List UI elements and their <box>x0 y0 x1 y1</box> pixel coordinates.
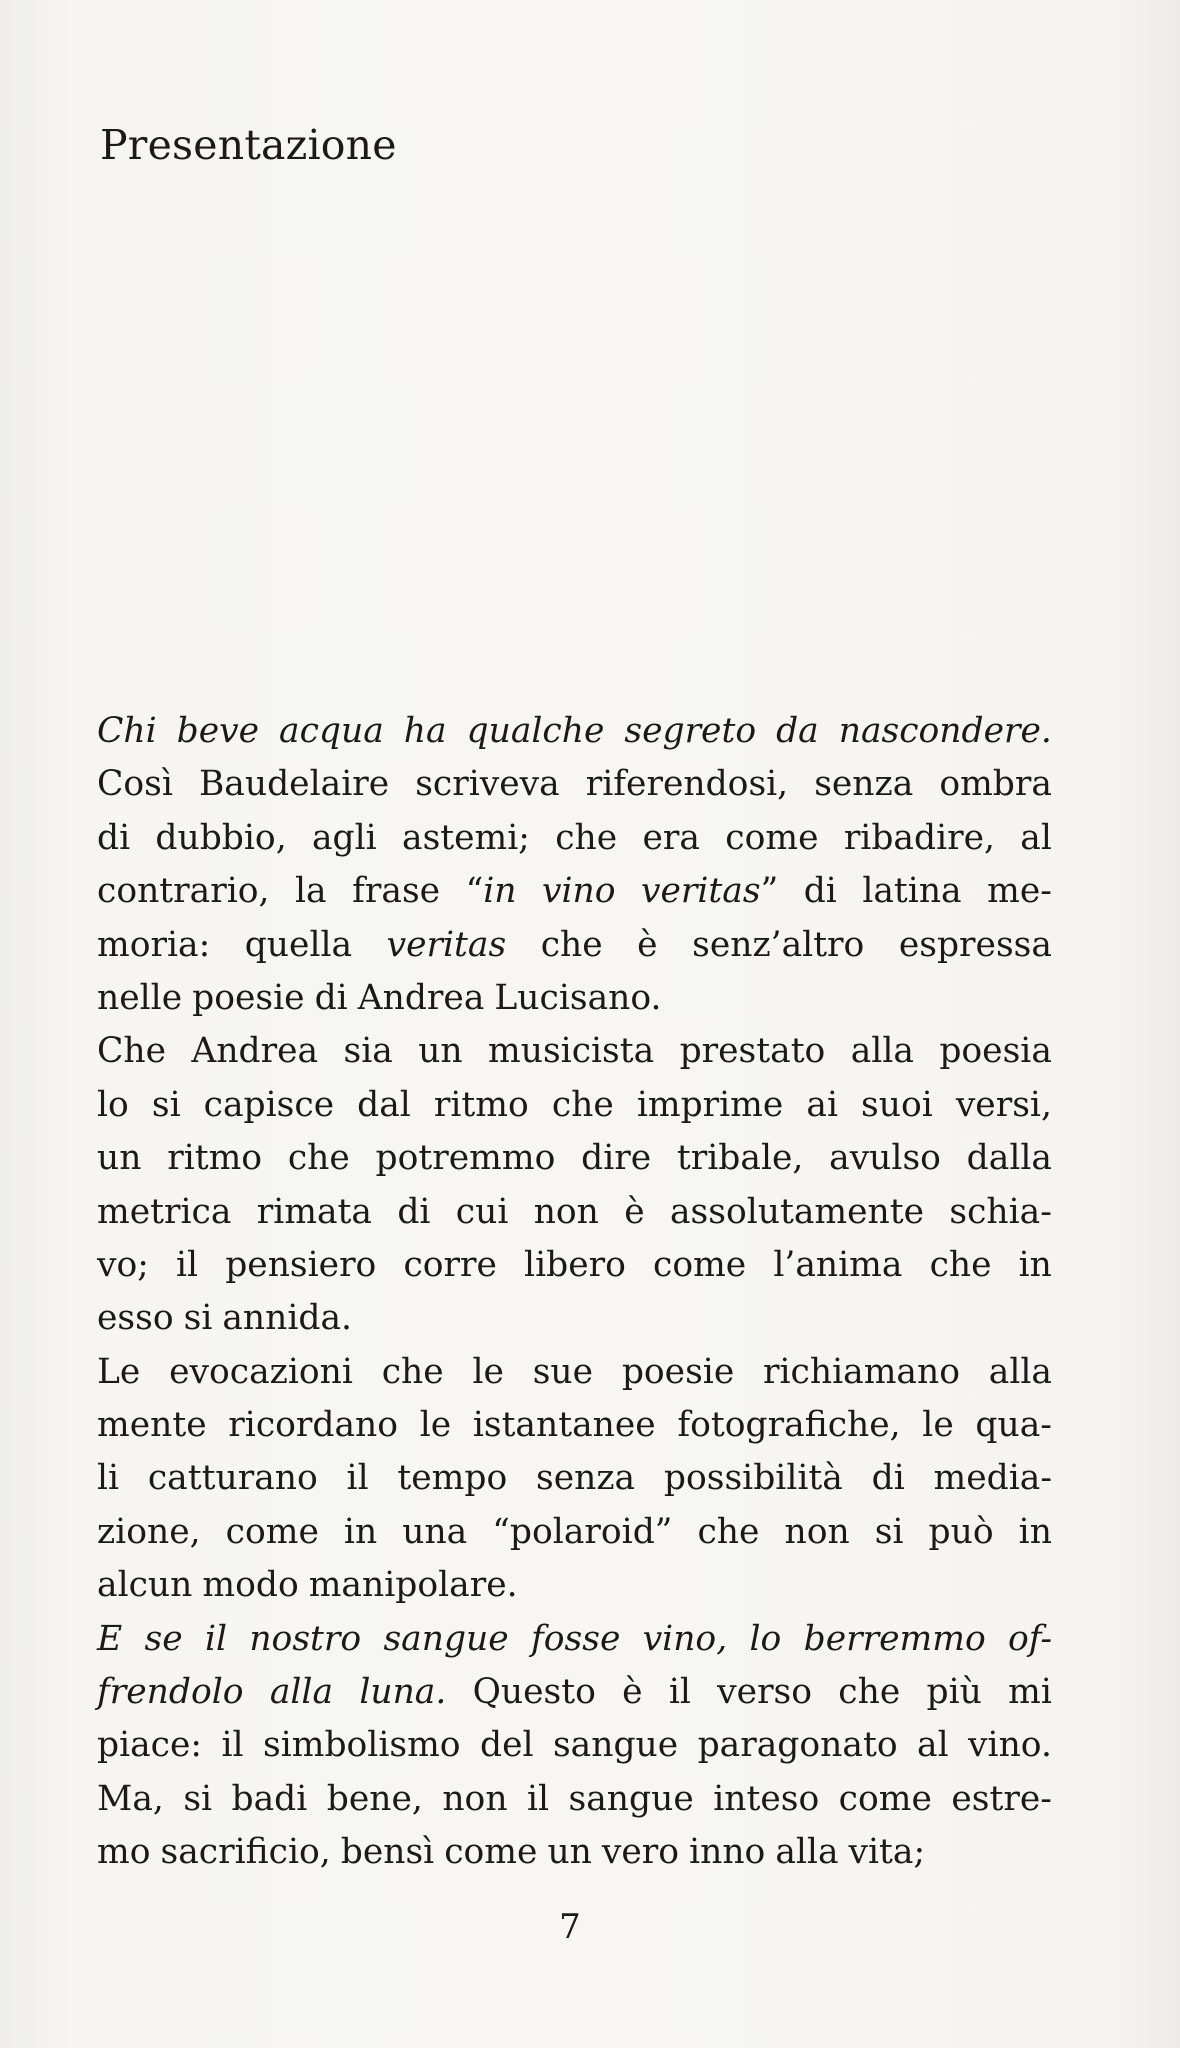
word: vino. <box>968 1725 1052 1766</box>
word: inno <box>689 1832 766 1873</box>
word: Ma, <box>97 1778 164 1819</box>
word: un <box>547 1832 592 1873</box>
word: prestato <box>679 1031 826 1072</box>
word: non <box>442 1778 508 1819</box>
word: sangue <box>568 1778 694 1819</box>
text-line <box>97 1399 1052 1452</box>
text-line <box>97 972 1052 1025</box>
word: più <box>926 1672 982 1713</box>
word: che <box>540 924 603 965</box>
text-line <box>97 1452 1052 1505</box>
word: sia <box>343 1031 393 1072</box>
word: sangue <box>383 1618 509 1659</box>
word: Che <box>97 1031 167 1072</box>
text-line <box>97 1025 1052 1078</box>
text-line <box>97 1773 1052 1826</box>
text-line <box>97 919 1052 972</box>
text-line <box>97 1132 1052 1185</box>
word: istantanee <box>472 1405 656 1446</box>
word: lo <box>749 1618 782 1659</box>
word: moria: <box>97 924 211 965</box>
word: riferendosi, <box>585 764 789 805</box>
paragraph <box>97 1613 1052 1880</box>
text-line <box>97 1186 1052 1239</box>
word: annida. <box>222 1298 353 1339</box>
word: Andrea <box>191 1031 319 1072</box>
word: il <box>176 1244 199 1285</box>
word: bene, <box>326 1778 423 1819</box>
word: avulso <box>829 1138 941 1179</box>
word: scriveva <box>415 764 560 805</box>
text-line <box>97 1079 1052 1132</box>
word: veritas <box>386 924 507 965</box>
word: il <box>221 1725 244 1766</box>
word: di <box>397 1191 431 1232</box>
word: “ <box>465 871 484 912</box>
word: libero <box>524 1244 626 1285</box>
text-line <box>97 1346 1052 1399</box>
word: E <box>97 1618 123 1659</box>
word: acqua <box>279 711 384 751</box>
word: latina <box>862 871 962 912</box>
word: Così <box>97 764 173 805</box>
word: lo <box>97 1084 129 1125</box>
word: catturano <box>147 1458 318 1499</box>
word: un <box>418 1031 463 1072</box>
text-line <box>97 705 1052 758</box>
text-line <box>97 812 1052 865</box>
word: media- <box>933 1458 1052 1499</box>
word: li <box>97 1458 120 1499</box>
word: assolutamente <box>669 1191 925 1232</box>
word: può <box>928 1511 994 1552</box>
word: del <box>479 1725 534 1766</box>
word: agli <box>311 817 377 858</box>
word: il <box>204 1618 228 1659</box>
word: fosse <box>531 1618 621 1659</box>
word: si <box>183 1778 213 1819</box>
chapter-heading: Presentazione <box>100 121 397 169</box>
word: frase <box>352 871 441 912</box>
word: qualche <box>466 711 605 751</box>
word: richiamano <box>763 1351 960 1392</box>
word: un <box>97 1138 142 1179</box>
word: come <box>653 1244 747 1285</box>
word: che <box>551 1084 614 1125</box>
word: pensiero <box>225 1244 377 1285</box>
word: era <box>642 817 700 858</box>
word: sue <box>532 1351 594 1392</box>
word: modo <box>202 1565 299 1606</box>
word: espressa <box>898 924 1052 965</box>
word: che <box>381 1351 444 1392</box>
word: in <box>343 1511 378 1552</box>
word: versi, <box>955 1084 1052 1125</box>
word: poesie <box>192 977 305 1018</box>
word: musicista <box>488 1031 655 1072</box>
word: ” <box>760 871 779 912</box>
text-line <box>97 1239 1052 1292</box>
word: contrario, <box>97 871 270 912</box>
word: la <box>295 871 327 912</box>
word: il <box>346 1458 369 1499</box>
word: come <box>838 1778 932 1819</box>
word: alla <box>269 1672 334 1713</box>
word: mo <box>97 1832 151 1873</box>
text-line <box>97 1613 1052 1666</box>
text-line <box>97 1506 1052 1559</box>
word: verso <box>717 1672 813 1713</box>
word: di <box>803 871 837 912</box>
word: di <box>871 1458 905 1499</box>
word: vero <box>601 1832 680 1873</box>
word: il <box>668 1672 691 1713</box>
word: cui <box>455 1191 509 1232</box>
word: una <box>402 1511 468 1552</box>
word: evocazioni <box>169 1351 353 1392</box>
body-text <box>97 705 1052 1880</box>
word: vita; <box>848 1832 926 1873</box>
word: badi <box>231 1778 308 1819</box>
word: beve <box>176 711 260 751</box>
word: possibilità <box>663 1458 843 1499</box>
word: piace: <box>97 1725 203 1766</box>
word: senza <box>536 1458 636 1499</box>
word: poesie <box>621 1351 735 1392</box>
word: dire <box>581 1138 652 1179</box>
text-line <box>97 1666 1052 1719</box>
word: di <box>97 817 131 858</box>
word: il <box>527 1778 550 1819</box>
text-line <box>97 1719 1052 1772</box>
word: frendolo <box>97 1672 244 1713</box>
word: senz’altro <box>692 924 865 965</box>
word: di <box>314 977 348 1018</box>
word: quella <box>244 924 353 965</box>
word: si <box>183 1298 213 1339</box>
word: che <box>838 1672 901 1713</box>
page-number: 7 <box>559 1907 581 1947</box>
word: senza <box>814 764 914 805</box>
text-line <box>97 1559 1052 1612</box>
word: da <box>776 711 819 751</box>
word: vino <box>541 871 616 912</box>
word: Lucisano. <box>494 977 662 1018</box>
word: in <box>483 871 517 912</box>
paragraph <box>97 705 1052 1025</box>
word: in <box>1018 1244 1052 1285</box>
word <box>466 865 517 918</box>
word: si <box>151 1084 181 1125</box>
word: ricordano <box>228 1405 399 1446</box>
text-line <box>97 758 1052 811</box>
word: berremmo <box>803 1618 986 1659</box>
text-line <box>97 1826 1052 1879</box>
word: zione, <box>97 1511 201 1552</box>
word: alla <box>988 1351 1052 1392</box>
word: è <box>637 924 658 965</box>
word: è <box>624 1191 645 1232</box>
word: alla <box>775 1832 839 1873</box>
word: paragonato <box>697 1725 898 1766</box>
word: bensì <box>340 1832 435 1873</box>
word: segreto <box>624 711 757 751</box>
word: al <box>1020 817 1052 858</box>
word: nostro <box>249 1618 362 1659</box>
word: Baudelaire <box>198 764 390 805</box>
word: come <box>725 817 819 858</box>
word: Questo <box>472 1672 596 1713</box>
word: come <box>444 1832 538 1873</box>
word: vo; <box>97 1244 149 1285</box>
word: Le <box>97 1351 141 1392</box>
word: dalla <box>966 1138 1052 1179</box>
word: tempo <box>397 1458 508 1499</box>
word: astemi; <box>402 817 530 858</box>
word: le <box>472 1351 504 1392</box>
word: alla <box>850 1031 914 1072</box>
word: che <box>555 817 618 858</box>
word: simbolismo <box>262 1725 461 1766</box>
word: imprime <box>636 1084 784 1125</box>
word: non <box>533 1191 599 1232</box>
word: che <box>287 1138 350 1179</box>
word: alcun <box>97 1565 193 1606</box>
word: mente <box>97 1405 207 1446</box>
word: of- <box>1008 1618 1052 1659</box>
word: come <box>225 1511 319 1552</box>
word: fotografiche, <box>677 1405 901 1446</box>
word: nelle <box>97 977 183 1018</box>
word: suoi <box>861 1084 933 1125</box>
word: corre <box>403 1244 497 1285</box>
word: dubbio, <box>155 817 287 858</box>
word: nascondere. <box>838 711 1052 751</box>
paragraph <box>97 1025 1052 1345</box>
word: tribale, <box>676 1138 804 1179</box>
word: me- <box>987 871 1052 912</box>
word: che <box>697 1511 760 1552</box>
word: qua- <box>975 1405 1052 1446</box>
word: esso <box>97 1298 174 1339</box>
word: in <box>1018 1511 1052 1552</box>
word: al <box>917 1725 949 1766</box>
word: si <box>874 1511 904 1552</box>
text-line <box>97 865 1052 918</box>
word: luna. <box>359 1672 447 1713</box>
word: rimata <box>256 1191 372 1232</box>
word: estre- <box>951 1778 1052 1819</box>
word: se <box>144 1618 183 1659</box>
word: vino, <box>642 1618 728 1659</box>
word <box>641 865 778 918</box>
word: mi <box>1008 1672 1052 1713</box>
word: sangue <box>552 1725 679 1766</box>
word: metrica <box>97 1191 232 1232</box>
word: schia- <box>949 1191 1052 1232</box>
word: ritmo <box>433 1084 529 1125</box>
word: ai <box>806 1084 838 1125</box>
word: le <box>922 1405 954 1446</box>
word: potremmo <box>375 1138 556 1179</box>
word: “polaroid” <box>492 1511 673 1552</box>
word: inteso <box>713 1778 820 1819</box>
word: le <box>419 1405 452 1446</box>
word: sacrificio, <box>160 1832 331 1873</box>
word: è <box>622 1672 643 1713</box>
word: ombra <box>939 764 1052 805</box>
text-line <box>97 1292 1052 1345</box>
paragraph <box>97 1346 1052 1613</box>
word: non <box>784 1511 850 1552</box>
word: Chi <box>97 711 157 751</box>
word: ritmo <box>167 1138 263 1179</box>
word: l’anima <box>773 1244 903 1285</box>
word: ribadire, <box>843 817 995 858</box>
word: capisce <box>203 1084 335 1125</box>
word: poesia <box>939 1031 1052 1072</box>
word: che <box>929 1244 992 1285</box>
word: dal <box>357 1084 411 1125</box>
word: ha <box>403 711 447 751</box>
word: veritas <box>640 871 761 912</box>
word: Andrea <box>357 977 485 1018</box>
word: manipolare. <box>308 1565 518 1606</box>
